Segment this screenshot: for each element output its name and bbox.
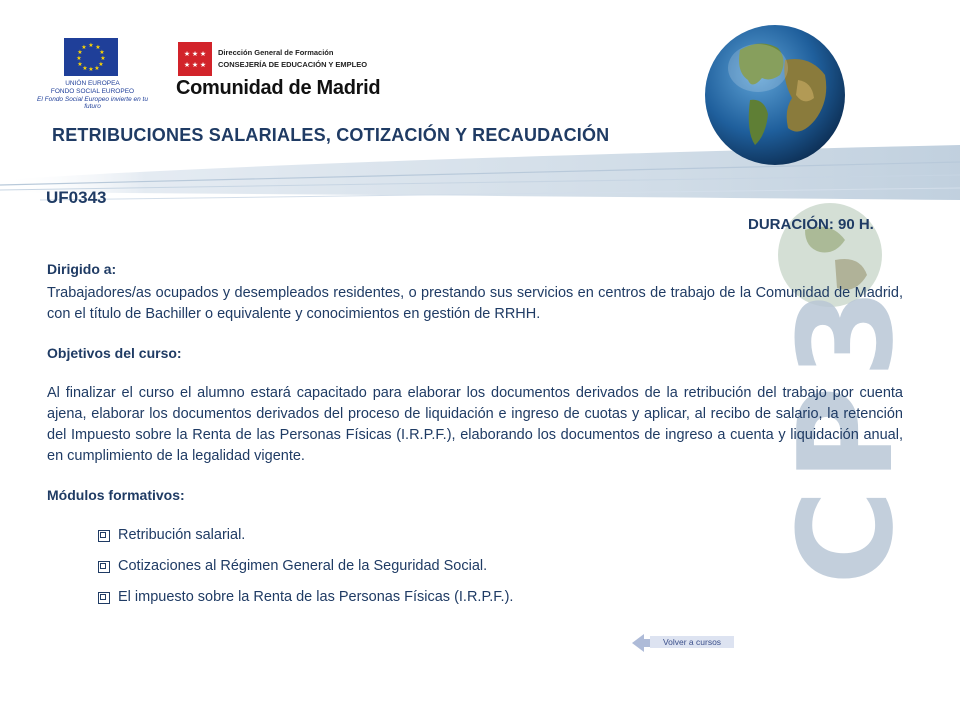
checkbox-bullet-icon <box>98 561 110 573</box>
svg-text:★: ★ <box>183 50 191 58</box>
cp3-watermark: CP3 <box>770 279 922 585</box>
svg-text:★: ★ <box>77 49 83 56</box>
objectives-text: Al finalizar el curso el alumno estará capacitado para elaborar los documentos derivados de la retribución del trabajo por cuenta ajena, elaborar los documentos derivados del proceso de liquidación e ingreso de cuotas y aplicar, al recibo de salario, la retención del Impuesto sobre la Renta de las Personas Físicas (I.R.P.F.), elaborando los documentos de ingreso a cuenta y liquidación anual, en cumplimiento de la legalidad vigente. <box>47 385 903 464</box>
svg-text:★: ★ <box>76 55 82 62</box>
eu-logo <box>30 38 155 108</box>
checkbox-bullet-icon <box>98 592 110 604</box>
madrid-name: Comunidad de Madrid <box>176 77 381 99</box>
modules-list <box>98 527 513 620</box>
target-label: Dirigido a: <box>47 261 117 277</box>
svg-text:★: ★ <box>98 61 104 68</box>
globe-image <box>700 20 850 170</box>
course-title: RETRIBUCIONES SALARIALES, COTIZACIÓN Y RECAUDACIÓN <box>52 125 610 145</box>
svg-text:★: ★ <box>100 55 106 62</box>
madrid-logo <box>176 40 391 104</box>
svg-text:★: ★ <box>88 66 94 73</box>
list-item <box>98 527 513 558</box>
list-item <box>98 589 513 620</box>
svg-text:★: ★ <box>191 50 199 58</box>
svg-text:★: ★ <box>94 65 100 72</box>
svg-text:★: ★ <box>95 44 101 51</box>
svg-text:★: ★ <box>199 50 207 58</box>
course-code: UF0343 <box>46 188 107 207</box>
module-label: El impuesto sobre la Renta de las Personas Físicas (I.R.P.F.). <box>118 589 514 605</box>
svg-text:★: ★ <box>99 49 105 56</box>
svg-text:★: ★ <box>82 65 88 72</box>
eu-flag-icon <box>64 38 118 76</box>
checkbox-bullet-icon <box>98 530 110 542</box>
svg-text:★: ★ <box>81 44 87 51</box>
back-button-label: Volver a cursos <box>650 636 734 648</box>
eu-line2: FONDO SOCIAL EUROPEO <box>50 88 135 95</box>
cp3-watermark-anchor <box>770 279 922 625</box>
eu-line1: UNIÓN EUROPEA <box>65 80 120 87</box>
svg-text:★: ★ <box>88 42 94 49</box>
svg-text:★: ★ <box>191 61 199 69</box>
madrid-line1: Dirección General de Formación <box>218 48 334 57</box>
module-label: Cotizaciones al Régimen General de la Seguridad Social. <box>118 558 488 574</box>
objectives-label: Objetivos del curso: <box>47 345 182 361</box>
list-item <box>98 558 513 589</box>
back-to-courses-button[interactable] <box>630 633 736 653</box>
madrid-line2: CONSEJERÍA DE EDUCACIÓN Y EMPLEO <box>218 60 368 69</box>
svg-text:★: ★ <box>77 61 83 68</box>
svg-text:★: ★ <box>183 61 191 69</box>
modules-label: Módulos formativos: <box>47 487 185 503</box>
eu-tagline: El Fondo Social Europeo invierte en tu futuro <box>37 96 148 110</box>
target-text: Trabajadores/as ocupados y desempleados residentes, o prestando sus servicios en centros de trabajo de la Comunidad de Madrid, con el título de Bachiller o equivalente y conocimientos en gestión de RRHH. <box>47 285 903 322</box>
madrid-flag-icon <box>178 42 212 76</box>
svg-text:★: ★ <box>199 61 207 69</box>
module-label: Retribución salarial. <box>118 527 246 543</box>
course-duration: DURACIÓN: 90 H. <box>748 216 874 233</box>
